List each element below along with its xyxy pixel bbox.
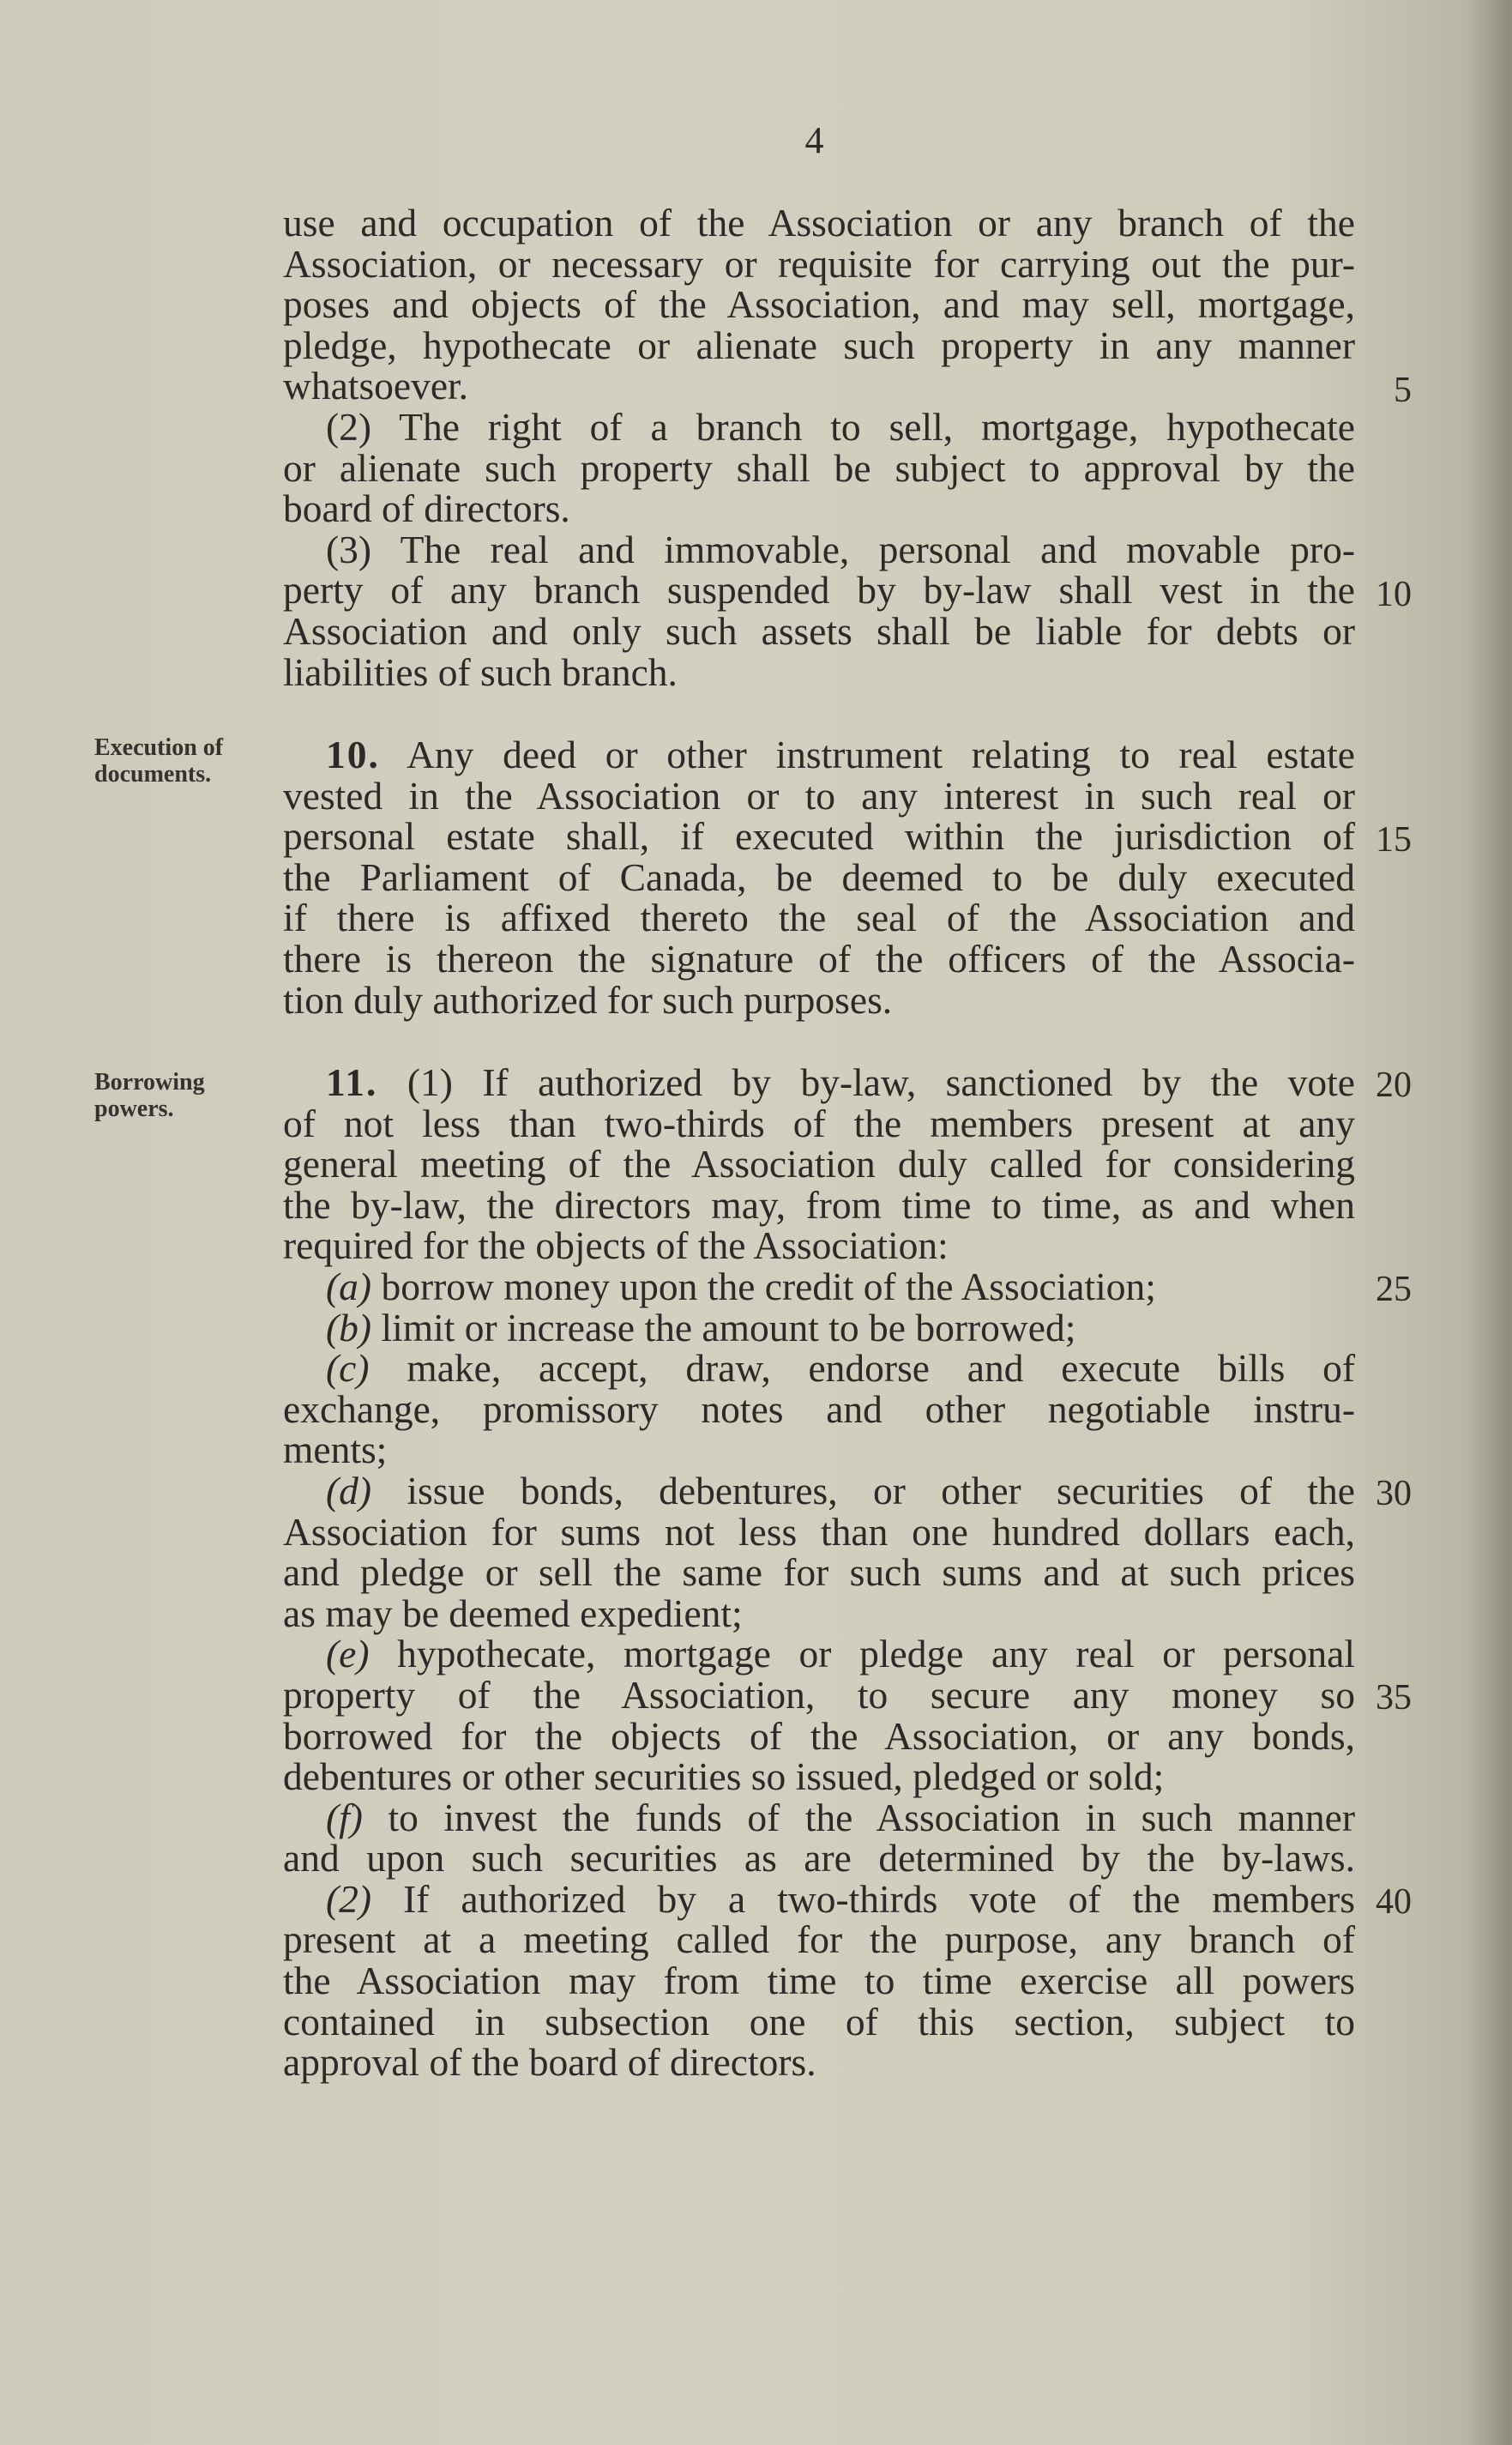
- text-line: [283, 734, 1355, 776]
- line-number: 5: [1394, 371, 1412, 410]
- section-11: [283, 1062, 1355, 2083]
- text-line: ments;: [283, 1428, 388, 1472]
- clause-a: [283, 1266, 1355, 1307]
- text-fragment: hypothecate, mortgage or pledge any real or personal: [397, 1632, 1355, 1676]
- text-line: the Parliament of Canada, be deemed to be duly executed: [283, 854, 1355, 899]
- section-10: [283, 734, 1355, 1020]
- text-line: borrowed for the objects of the Association, or any bonds,: [283, 1713, 1355, 1758]
- text-line: or alienate such property shall be subject to approval by the: [283, 445, 1355, 490]
- text-line: tion duly authorized for such purposes.: [283, 977, 893, 1022]
- text-line: whatsoever.: [283, 364, 469, 408]
- clause-label: (e): [326, 1632, 370, 1676]
- section-number: 10.: [326, 733, 380, 776]
- text-line: general meeting of the Association duly called for considering: [283, 1142, 1355, 1186]
- text-line: personal estate shall, if executed within the jurisdiction of: [283, 814, 1355, 859]
- text-line: and upon such securities as are determined by the by-laws.: [283, 1836, 1355, 1881]
- section-number: 11.: [326, 1060, 378, 1104]
- text-line: the Association may from time to time exercise all powers: [283, 1959, 1355, 2003]
- clause-label: (b): [326, 1305, 372, 1349]
- text-line: property of the Association, to secure any money so: [283, 1672, 1355, 1717]
- line-number: 35: [1376, 1678, 1412, 1718]
- section-9-continuation: [283, 202, 1355, 692]
- text-fragment: borrow money upon the credit of the Association;: [381, 1264, 1156, 1308]
- line-number: 10: [1376, 575, 1412, 614]
- text-fragment: limit or increase the amount to be borrowed;: [381, 1305, 1076, 1349]
- text-line: pledge, hypothecate or alienate such property in any manner: [283, 323, 1355, 367]
- clause-b: [283, 1307, 1355, 1349]
- margin-note-line: Execution of: [94, 734, 224, 761]
- text-line: as may be deemed expedient;: [283, 1591, 743, 1635]
- subsection-label: (2): [326, 1876, 372, 1921]
- text-line: of not less than two-thirds of the members present at any: [283, 1101, 1355, 1145]
- text-line: Association and only such assets shall be liable for debts or: [283, 608, 1355, 653]
- clause-f: [283, 1797, 1355, 1838]
- clause-e: [283, 1633, 1355, 1675]
- text-line: debentures or other securities so issued, pledged or sold;: [283, 1754, 1165, 1799]
- text-fragment: (1) If authorized by by-law, sanctioned by the vote: [407, 1060, 1355, 1104]
- text-line: contained in subsection one of this section, subject to: [283, 1999, 1355, 2044]
- margin-note-line: Borrowing: [94, 1069, 205, 1096]
- margin-note-borrowing: [94, 1069, 266, 1122]
- text-line: exchange, promissory notes and other negotiable instru-: [283, 1386, 1355, 1431]
- text-line: liabilities of such branch.: [283, 649, 678, 694]
- text-line: [283, 1062, 1355, 1103]
- line-number: 40: [1376, 1882, 1412, 1922]
- text-line: vested in the Association or to any interest in such real or: [283, 773, 1355, 818]
- text-fragment: If authorized by a two-thirds vote of the members: [403, 1876, 1355, 1921]
- text-line: present at a meeting called for the purpose, any branch of: [283, 1917, 1355, 1962]
- line-number: 30: [1376, 1474, 1412, 1513]
- text-line: required for the objects of the Association:: [283, 1223, 949, 1268]
- text-line: approval of the board of directors.: [283, 2040, 816, 2085]
- text-line: Association for sums not less than one hundred dollars each,: [283, 1509, 1355, 1554]
- text-line: if there is affixed thereto the seal of the Association and: [283, 896, 1355, 940]
- clause-label: (f): [326, 1795, 363, 1839]
- text-fragment: make, accept, draw, endorse and execute bills of: [407, 1346, 1356, 1391]
- text-fragment: Any deed or other instrument relating to real estate: [407, 733, 1355, 776]
- clause-label: (c): [326, 1346, 370, 1391]
- line-number: 15: [1376, 820, 1412, 860]
- clause-label: (a): [326, 1264, 372, 1308]
- text-line: board of directors.: [283, 486, 570, 531]
- text-line: use and occupation of the Association or any branch of the: [283, 201, 1355, 244]
- clause-c: [283, 1348, 1355, 1389]
- text-line: and pledge or sell the same for such sums and at such prices: [283, 1550, 1355, 1595]
- line-number: 20: [1376, 1066, 1412, 1105]
- text-line: there is thereon the signature of the officers of the Associa-: [283, 936, 1355, 981]
- text-line: poses and objects of the Association, and may sell, mortgage,: [283, 282, 1355, 327]
- margin-note-line: documents.: [94, 761, 212, 788]
- text-fragment: issue bonds, debentures, or other securities of the: [407, 1468, 1356, 1512]
- margin-note-line: powers.: [94, 1096, 174, 1122]
- subsection-2: [283, 1876, 1355, 1921]
- text-line: Association, or necessary or requisite for carrying out the pur-: [283, 241, 1355, 286]
- page-number: 4: [804, 119, 825, 161]
- text-line: (3) The real and immovable, personal and movable pro-: [326, 527, 1355, 571]
- text-line: (2) The right of a branch to sell, mortgage, hypothecate: [326, 404, 1355, 449]
- clause-label: (d): [326, 1468, 372, 1512]
- text-fragment: to invest the funds of the Association in such manner: [388, 1795, 1356, 1839]
- text-line: perty of any branch suspended by by-law shall vest in the: [283, 568, 1355, 613]
- clause-d: [283, 1470, 1355, 1512]
- margin-note-execution: [94, 734, 266, 788]
- line-number: 25: [1376, 1270, 1412, 1309]
- text-line: the by-law, the directors may, from time to time, as and when: [283, 1182, 1355, 1227]
